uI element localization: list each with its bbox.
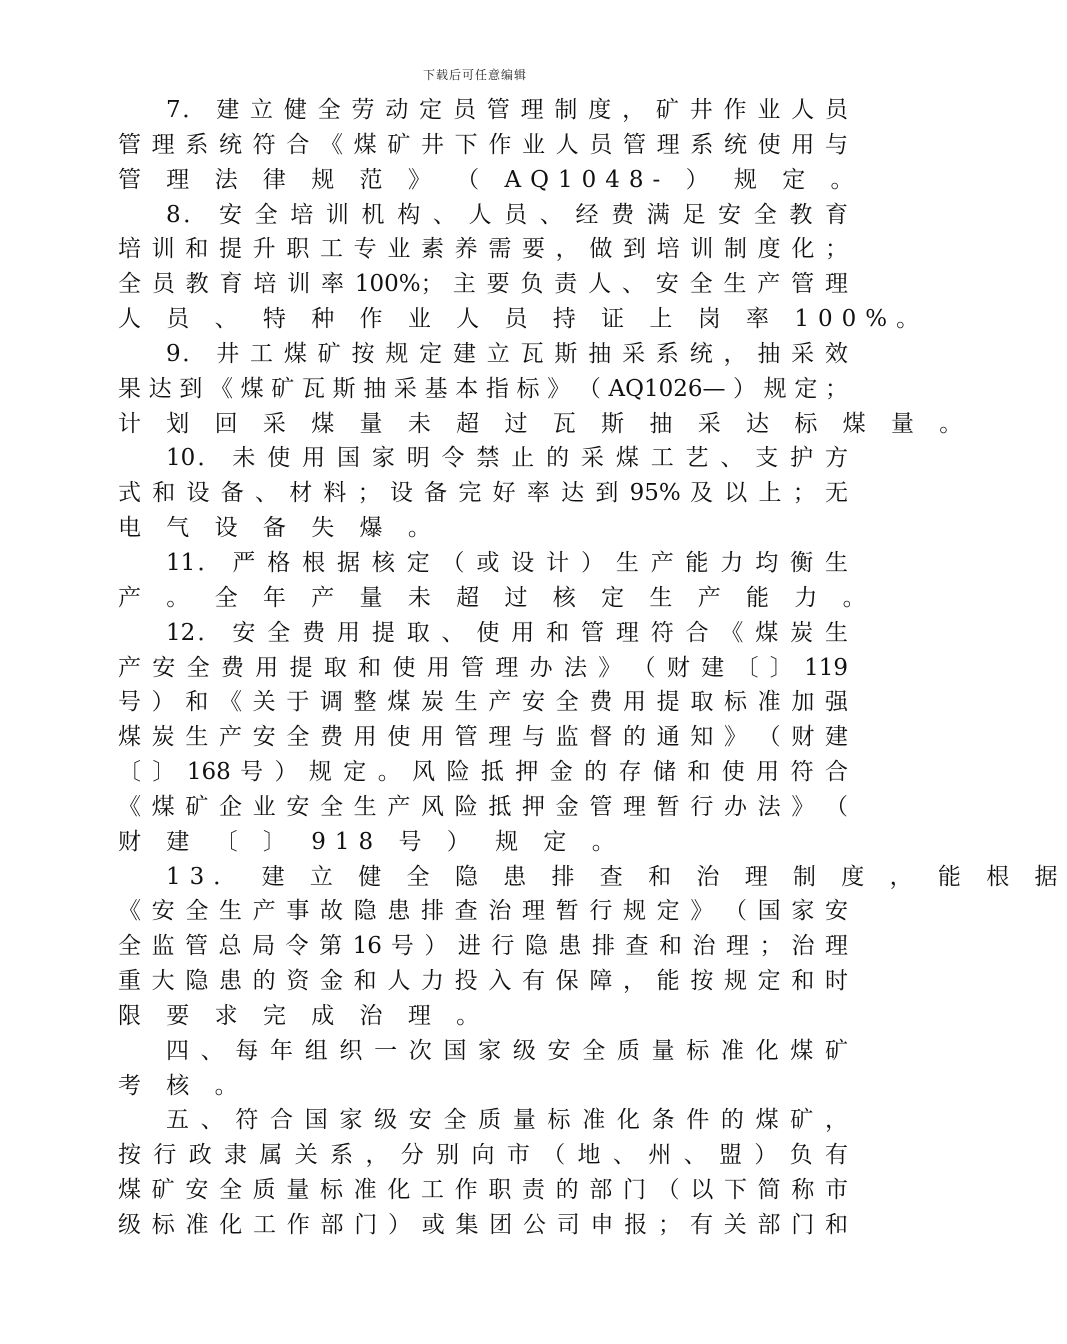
text-line: 10． 未 使 用 国 家 明 令 禁 止 的 采 煤 工 艺 、 支 护 方 [166, 445, 848, 472]
text-line: 7． 建 立 健 全 劳 动 定 员 管 理 制 度 ， 矿 井 作 业 人 员 [166, 97, 848, 123]
text-line: 式 和 设 备 、 材 料 ； 设 备 完 好 率 达 到 95% 及 以 上 ； 无 [118, 480, 848, 507]
text-line: 号 ） 和 《 关 于 调 整 煤 炭 生 产 安 全 费 用 提 取 标 准 加 强 [118, 689, 848, 716]
text-line: 煤 炭 生 产 安 全 费 用 使 用 管 理 与 监 督 的 通 知 》 （ 财 建 [118, 724, 848, 751]
text-line: 重 大 隐 患 的 资 金 和 人 力 投 入 有 保 障 ， 能 按 规 定 和 时 [118, 968, 848, 995]
text-line: 《 安 全 生 产 事 故 隐 患 排 查 治 理 暂 行 规 定 》 （ 国 家 安 [118, 898, 848, 925]
document-body [118, 93, 1067, 1243]
text-line: 按 行 政 隶 属 关 系 ， 分 别 向 市 （ 地 、 州 、 盟 ） 负 有 [118, 1142, 848, 1169]
text-line: 五 、 符 合 国 家 级 安 全 质 量 标 准 化 条 件 的 煤 矿 ， [166, 1107, 848, 1134]
text-line: 11． 严 格 根 据 核 定 （ 或 设 计 ） 生 产 能 力 均 衡 生 [166, 549, 848, 576]
text-line: 级 标 准 化 工 作 部 门 ） 或 集 团 公 司 申 报 ； 有 关 部 门 和 [118, 1212, 848, 1238]
text-line: 全 监 管 总 局 令 第 16 号 ） 进 行 隐 患 排 查 和 治 理 ； 治 理 [118, 933, 848, 960]
text-line: 全 员 教 育 培 训 率 100%； 主 要 负 责 人 、 安 全 生 产 管 理 [118, 271, 848, 298]
text-line: 计 划 回 采 煤 量 未 超 过 瓦 斯 抽 采 达 标 煤 量 。 [118, 410, 972, 437]
text-line: 〔 〕 168 号 ） 规 定 。 风 险 抵 押 金 的 存 储 和 使 用 符 合 [118, 759, 848, 786]
text-line: 四 、 每 年 组 织 一 次 国 家 级 安 全 质 量 标 准 化 煤 矿 [166, 1037, 848, 1064]
text-line: 8． 安 全 培 训 机 构 、 人 员 、 经 费 满 足 安 全 教 育 [166, 201, 848, 228]
text-line: 考 核 。 [118, 1072, 247, 1099]
text-line: 管 理 法 律 规 范 》 （ AQ1048- ） 规 定 。 [118, 166, 863, 193]
text-line: 产 安 全 费 用 提 取 和 使 用 管 理 办 法 》 （ 财 建 〔 〕 119 [118, 654, 848, 681]
page-header-note: 下载后可任意编辑 [422, 68, 527, 82]
text-line: 财 建 〔 〕 918 号 ） 规 定 。 [118, 828, 624, 855]
text-line: 煤 矿 安 全 质 量 标 准 化 工 作 职 责 的 部 门 （ 以 下 简 称 市 [118, 1177, 848, 1204]
text-line: 12． 安 全 费 用 提 取 、 使 用 和 管 理 符 合 《 煤 炭 生 [166, 619, 848, 646]
text-line: 管 理 系 统 符 合 《 煤 矿 井 下 作 业 人 员 管 理 系 统 使 用 与 [118, 131, 848, 158]
text-line: 培 训 和 提 升 职 工 专 业 素 养 需 要 ， 做 到 培 训 制 度 化 ； [118, 236, 848, 263]
text-line: 产 。 全 年 产 量 未 超 过 核 定 生 产 能 力 。 [118, 584, 875, 611]
text-line: 9． 井 工 煤 矿 按 规 定 建 立 瓦 斯 抽 采 系 统 ， 抽 采 效 [166, 340, 848, 367]
text-line: 《 煤 矿 企 业 安 全 生 产 风 险 抵 押 金 管 理 暂 行 办 法 》 （ [118, 793, 848, 820]
text-line: 果 达 到 《 煤 矿 瓦 斯 抽 采 基 本 指 标 》 （ AQ1026— ） 规 定 ； [118, 375, 848, 402]
text-line: 限 要 求 完 成 治 理 。 [118, 1002, 489, 1029]
text-line: 人 员 、 特 种 作 业 人 员 持 证 上 岗 率 100%。 [118, 306, 929, 333]
text-line: 电 气 设 备 失 爆 。 [118, 515, 440, 542]
text-line: 13． 建 立 健 全 隐 患 排 查 和 治 理 制 度 ， 能 根 据 [166, 863, 1067, 890]
